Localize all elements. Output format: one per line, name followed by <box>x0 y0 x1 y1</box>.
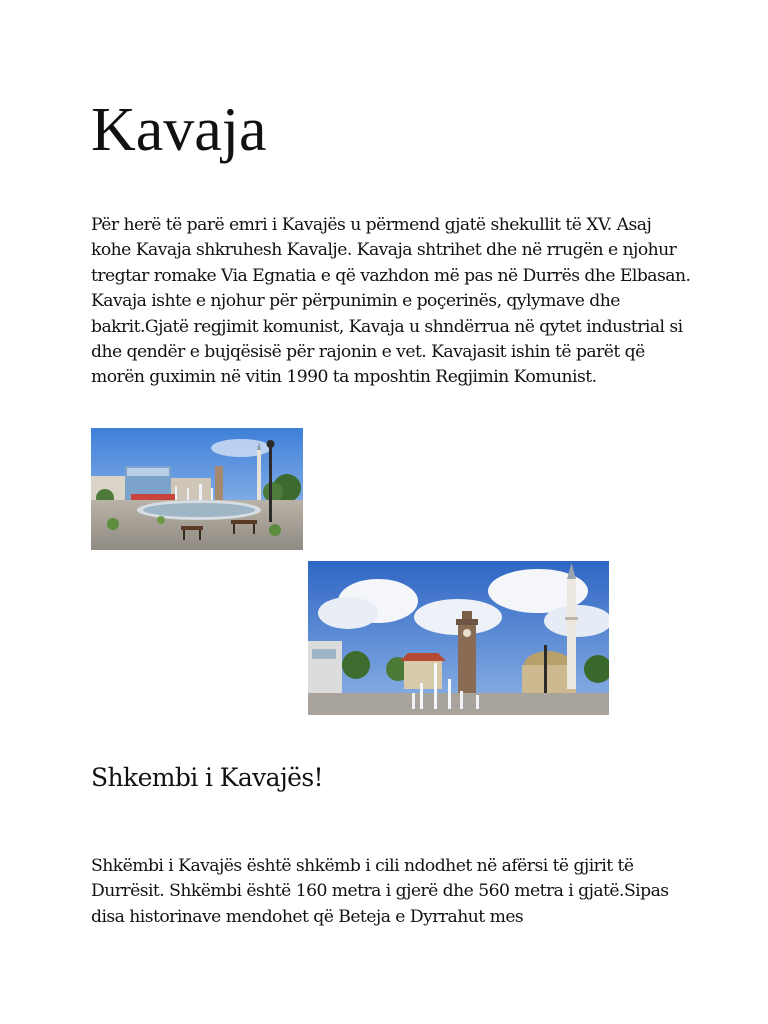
kavaja-square-photo <box>91 428 303 550</box>
square-fountain-image <box>91 428 303 550</box>
intro-paragraph: Për herë të parë emri i Kavajës u përmend gjatë shekullit të XV. Asaj kohe Kavaja shkruhesh Kavalje. Kavaja shtrihet dhe në rrugën e njohur tregtar romake Via Egnatia e që vazhdon më pas në Durrës dhe Elbasan. Kavaja ishte e njohur për përpunimin e poçerinës, qylymave dhe bakrit.Gjatë regjimit komunist, Kavaja u shndërrua në qytet industrial si dhe qendër e bujqësisë për rajonin e vet. Kavajasit ishin të parët që morën guximin në vitin 1990 ta mposhtin Regjimin Komunist. <box>91 215 691 388</box>
section-heading: Shkembi i Kavajës! <box>91 763 323 792</box>
clock-tower-mosque-photo <box>308 561 609 715</box>
page-title: Kavaja <box>91 96 267 164</box>
section-paragraph: Shkëmbi i Kavajës është shkëmb i cili ndodhet në afërsi të gjirit të Durrësit. Shkëmbi është 160 metra i gjerë dhe 560 metra i gjatë.Sipas disa historinave mendohet që Beteja e Dyrrahut mes <box>91 856 669 927</box>
clock-tower-image <box>308 561 609 715</box>
